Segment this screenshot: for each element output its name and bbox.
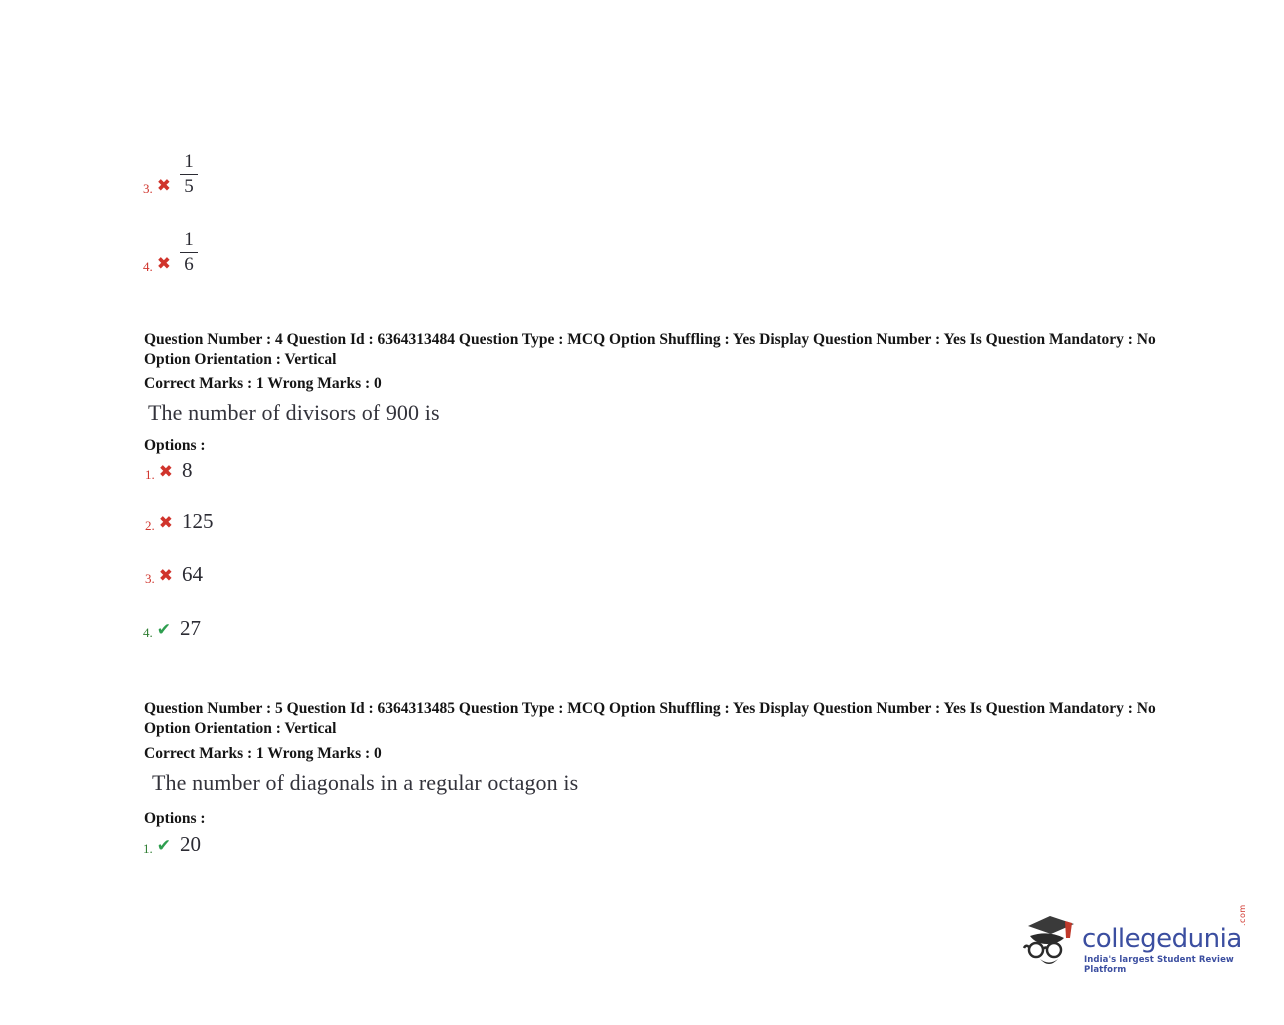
- option-number: 4.: [143, 625, 153, 640]
- wrong-icon: ✖: [156, 253, 171, 274]
- fraction-bar: [180, 174, 198, 175]
- graduate-cap-icon: [1020, 912, 1078, 974]
- question-text: The number of divisors of 900 is: [148, 400, 440, 425]
- fraction-numerator: 1: [184, 151, 194, 172]
- list-item: [143, 618, 201, 639]
- list-item: [145, 460, 193, 481]
- fraction-numerator: 1: [184, 229, 194, 250]
- question-marks: Correct Marks : 1 Wrong Marks : 0: [144, 745, 382, 762]
- fraction-denominator: 6: [184, 253, 194, 275]
- logo-tagline: India's largest Student Review Platform: [1084, 955, 1234, 975]
- list-item: [143, 228, 198, 273]
- options-label: Options :: [144, 437, 206, 454]
- option-text: 64: [182, 562, 203, 586]
- options-label: Options :: [144, 810, 206, 827]
- fraction: [180, 152, 198, 197]
- logo-domain-suffix: .com: [1238, 904, 1247, 926]
- option-number: 4.: [143, 258, 153, 274]
- check-icon: ✔: [156, 620, 171, 640]
- list-item: [143, 834, 201, 855]
- option-text: 125: [182, 509, 214, 533]
- wrong-icon: ✖: [158, 566, 173, 586]
- fraction: [180, 230, 198, 275]
- option-number: 3.: [145, 571, 155, 586]
- fraction-denominator: 5: [184, 175, 194, 197]
- check-icon: ✔: [156, 836, 171, 856]
- option-number: 3.: [143, 180, 153, 196]
- wrong-icon: ✖: [158, 462, 173, 482]
- option-number: 2.: [145, 518, 155, 533]
- logo-wordmark: collegedunia: [1082, 924, 1242, 954]
- wrong-icon: ✖: [156, 175, 171, 196]
- option-number: 1.: [143, 841, 153, 856]
- option-text: 27: [180, 616, 201, 640]
- list-item: [145, 564, 203, 585]
- option-text: 8: [182, 458, 193, 482]
- collegedunia-logo: [1020, 906, 1260, 986]
- list-item: [143, 150, 198, 195]
- option-number: 1.: [145, 467, 155, 482]
- question-meta: Question Number : 5 Question Id : 6364313485 Question Type : MCQ Option Shuffling : Yes Display Question Number : Yes Is Question Mandatory : No Option Orientation : Vertical: [144, 700, 1156, 738]
- wrong-icon: ✖: [158, 513, 173, 533]
- option-text: 20: [180, 832, 201, 856]
- list-item: [145, 511, 214, 532]
- question-meta: Question Number : 4 Question Id : 6364313484 Question Type : MCQ Option Shuffling : Yes Display Question Number : Yes Is Question Mandatory : No Option Orientation : Vertical: [144, 331, 1156, 369]
- question-text: The number of diagonals in a regular octagon is: [152, 770, 579, 795]
- fraction-bar: [180, 252, 198, 253]
- question-marks: Correct Marks : 1 Wrong Marks : 0: [144, 375, 382, 392]
